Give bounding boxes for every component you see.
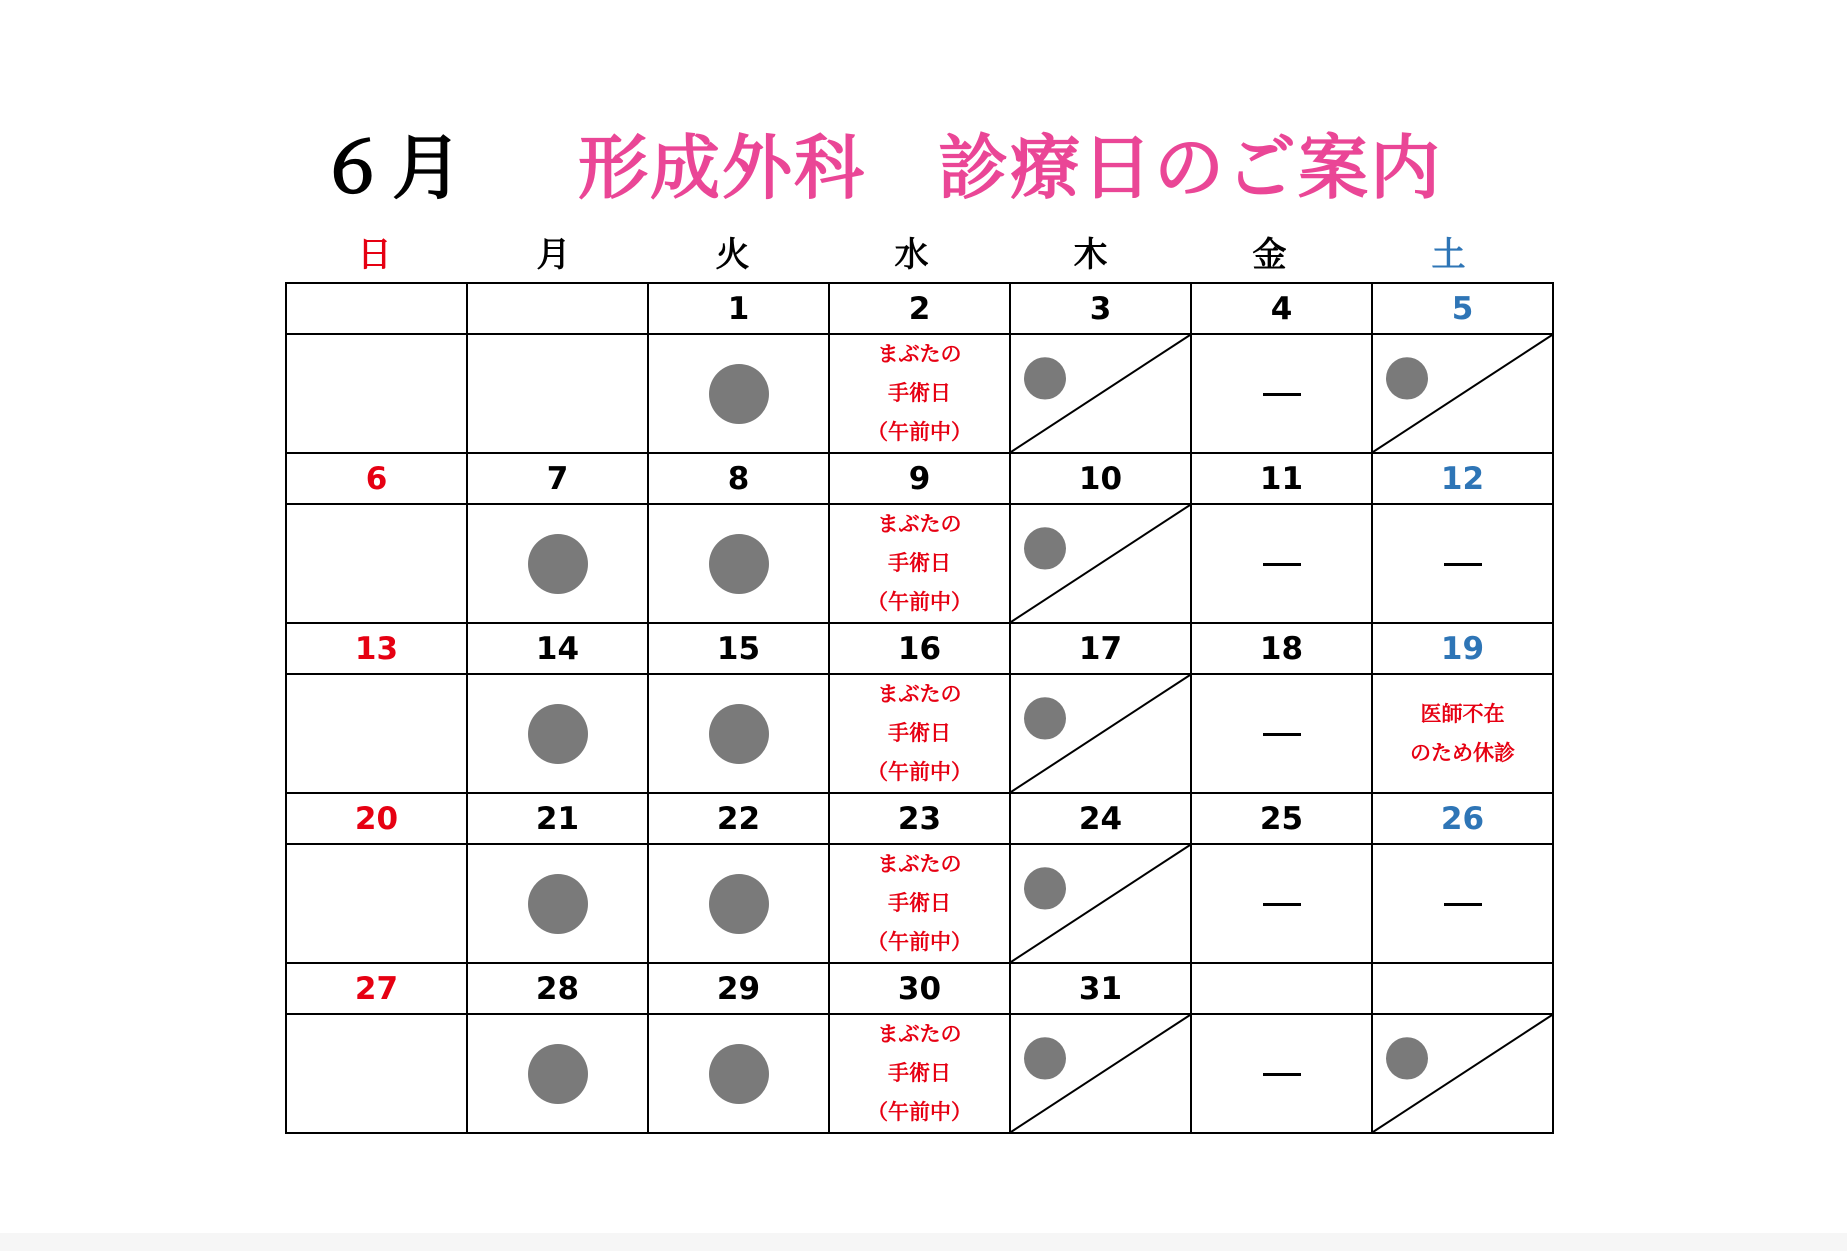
- status-cell: [1372, 844, 1553, 963]
- calendar-table: [285, 282, 1554, 1134]
- status-cell: [1372, 674, 1553, 793]
- status-cell: [648, 504, 829, 623]
- date-cell: 23: [829, 793, 1010, 844]
- status-cell: [1191, 504, 1372, 623]
- half-day-icon: [1011, 675, 1190, 792]
- status-cell: [286, 334, 467, 453]
- status-cell: [286, 504, 467, 623]
- closed-dash-icon: [1263, 903, 1301, 906]
- status-row: [286, 844, 1553, 963]
- date-cell: 4: [1191, 283, 1372, 334]
- status-cell: [1372, 1014, 1553, 1133]
- status-cell: [648, 334, 829, 453]
- status-cell: [467, 504, 648, 623]
- bottom-strip: [0, 1233, 1847, 1251]
- closed-dash-icon: [1263, 733, 1301, 736]
- weekday-thursday: 木: [1073, 235, 1108, 275]
- open-dot-icon: [528, 874, 588, 934]
- date-cell: 19: [1372, 623, 1553, 674]
- status-row: [286, 334, 1553, 453]
- half-day-icon: [1011, 1015, 1190, 1132]
- open-dot-icon: [709, 874, 769, 934]
- date-cell: 3: [1010, 283, 1191, 334]
- status-cell: [1372, 504, 1553, 623]
- half-dot-icon: [1024, 697, 1066, 739]
- open-dot-icon: [709, 704, 769, 764]
- status-cell: [1010, 504, 1191, 623]
- note-text: まぶたの 手術日 （午前中）: [867, 852, 972, 954]
- status-cell: [467, 844, 648, 963]
- weekday-monday: 月: [536, 235, 571, 275]
- status-cell: [1010, 334, 1191, 453]
- status-cell: [829, 674, 1010, 793]
- date-cell: 11: [1191, 453, 1372, 504]
- date-cell: 31: [1010, 963, 1191, 1014]
- status-cell: [829, 1014, 1010, 1133]
- note-text: まぶたの 手術日 （午前中）: [867, 682, 972, 784]
- date-cell: 2: [829, 283, 1010, 334]
- closed-dash-icon: [1444, 903, 1482, 906]
- half-day-icon: [1011, 335, 1190, 452]
- status-cell: [467, 1014, 648, 1133]
- weekday-header-row: [285, 230, 1538, 280]
- open-dot-icon: [709, 364, 769, 424]
- status-cell: [648, 1014, 829, 1133]
- status-cell: [1372, 334, 1553, 453]
- date-cell: 1: [648, 283, 829, 334]
- weekday-tuesday: 火: [715, 235, 750, 275]
- date-cell: 26: [1372, 793, 1553, 844]
- status-cell: [286, 1014, 467, 1133]
- date-cell: 28: [467, 963, 648, 1014]
- status-cell: [1010, 674, 1191, 793]
- date-cell: 5: [1372, 283, 1553, 334]
- date-cell: 8: [648, 453, 829, 504]
- date-cell: 17: [1010, 623, 1191, 674]
- status-cell: [1191, 674, 1372, 793]
- half-day-icon: [1373, 1015, 1552, 1132]
- half-day-icon: [1011, 845, 1190, 962]
- status-cell: [1191, 844, 1372, 963]
- date-row: [286, 623, 1553, 674]
- open-dot-icon: [528, 534, 588, 594]
- status-cell: [1191, 1014, 1372, 1133]
- date-cell: 12: [1372, 453, 1553, 504]
- date-cell: [467, 283, 648, 334]
- date-cell: 13: [286, 623, 467, 674]
- date-cell: 14: [467, 623, 648, 674]
- date-cell: 6: [286, 453, 467, 504]
- status-cell: [829, 334, 1010, 453]
- note-text: 医師不在 のため休診: [1410, 701, 1515, 765]
- half-dot-icon: [1024, 867, 1066, 909]
- date-cell: 25: [1191, 793, 1372, 844]
- date-row: [286, 963, 1553, 1014]
- note-text: まぶたの 手術日 （午前中）: [867, 512, 972, 614]
- date-cell: 7: [467, 453, 648, 504]
- open-dot-icon: [528, 1044, 588, 1104]
- weekday-sunday: 日: [357, 235, 392, 275]
- date-row: [286, 793, 1553, 844]
- date-cell: 22: [648, 793, 829, 844]
- date-cell: 9: [829, 453, 1010, 504]
- closed-dash-icon: [1444, 563, 1482, 566]
- status-cell: [467, 334, 648, 453]
- status-cell: [829, 844, 1010, 963]
- weekday-wednesday: 水: [894, 235, 929, 275]
- date-cell: 29: [648, 963, 829, 1014]
- status-cell: [286, 844, 467, 963]
- weekday-friday: 金: [1252, 235, 1287, 275]
- date-cell: 16: [829, 623, 1010, 674]
- date-cell: [1191, 963, 1372, 1014]
- status-cell: [648, 844, 829, 963]
- half-day-icon: [1011, 505, 1190, 622]
- open-dot-icon: [709, 534, 769, 594]
- status-cell: [829, 504, 1010, 623]
- half-dot-icon: [1386, 1037, 1428, 1079]
- month-title: ６月: [318, 127, 466, 209]
- date-row: [286, 283, 1553, 334]
- date-cell: 24: [1010, 793, 1191, 844]
- open-dot-icon: [528, 704, 588, 764]
- status-cell: [1191, 334, 1372, 453]
- closed-dash-icon: [1263, 393, 1301, 396]
- date-cell: 27: [286, 963, 467, 1014]
- open-dot-icon: [709, 1044, 769, 1104]
- closed-dash-icon: [1263, 1073, 1301, 1076]
- status-row: [286, 674, 1553, 793]
- status-cell: [1010, 844, 1191, 963]
- status-row: [286, 504, 1553, 623]
- date-cell: [1372, 963, 1553, 1014]
- note-text: まぶたの 手術日 （午前中）: [867, 1022, 972, 1124]
- status-cell: [286, 674, 467, 793]
- date-cell: 18: [1191, 623, 1372, 674]
- status-cell: [1010, 1014, 1191, 1133]
- half-dot-icon: [1024, 1037, 1066, 1079]
- date-cell: 10: [1010, 453, 1191, 504]
- date-cell: 15: [648, 623, 829, 674]
- status-cell: [648, 674, 829, 793]
- status-cell: [467, 674, 648, 793]
- closed-dash-icon: [1263, 563, 1301, 566]
- half-dot-icon: [1024, 527, 1066, 569]
- half-dot-icon: [1024, 357, 1066, 399]
- note-text: まぶたの 手術日 （午前中）: [867, 342, 972, 444]
- date-row: [286, 453, 1553, 504]
- date-cell: [286, 283, 467, 334]
- date-cell: 30: [829, 963, 1010, 1014]
- date-cell: 20: [286, 793, 467, 844]
- status-row: [286, 1014, 1553, 1133]
- half-day-icon: [1373, 335, 1552, 452]
- page-title: 形成外科 診療日のご案内: [578, 127, 1442, 209]
- weekday-saturday: 土: [1431, 235, 1466, 275]
- half-dot-icon: [1386, 357, 1428, 399]
- date-cell: 21: [467, 793, 648, 844]
